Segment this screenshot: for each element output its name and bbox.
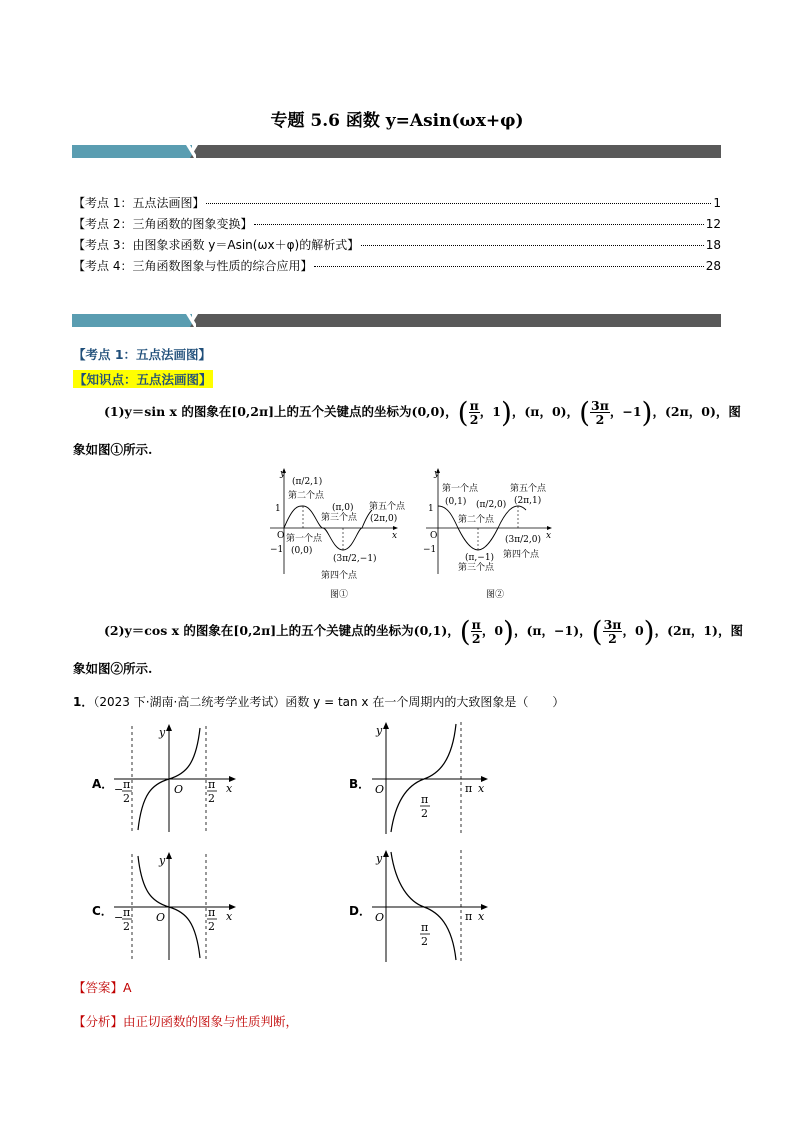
fig2-p5-coord: (2π,1) xyxy=(514,496,542,506)
svg-text:O: O xyxy=(156,911,166,924)
fig1-p1-coord: (0,0) xyxy=(291,546,313,556)
svg-text:2: 2 xyxy=(123,792,130,805)
svg-text:−: − xyxy=(114,783,124,796)
knowledge-point-label: 【知识点：五点法画图】 xyxy=(74,372,212,387)
toc-page: 18 xyxy=(705,238,721,252)
toc-entry[interactable] xyxy=(73,194,721,211)
svg-text:2: 2 xyxy=(208,792,215,805)
para1-p2tail: −1 xyxy=(622,404,642,419)
toc-page: 1 xyxy=(713,196,721,210)
section-divider-bar xyxy=(72,314,721,327)
svg-text:π: π xyxy=(465,910,473,923)
para2-mid: ，(π，−1)， xyxy=(513,623,592,638)
fig1-p3-coord: (π,0) xyxy=(332,503,354,513)
answer-label: 【答案】 xyxy=(73,980,124,995)
frac-num: π xyxy=(471,616,481,632)
toc-page: 12 xyxy=(705,217,721,231)
svg-text:−: − xyxy=(114,911,124,924)
fig1-caption: 图① xyxy=(330,590,349,600)
sin-cos-figures xyxy=(258,462,558,602)
frac-den: 2 xyxy=(595,412,605,427)
fig1-p4-label: 第四个点 xyxy=(321,571,358,581)
svg-text:π: π xyxy=(123,778,131,791)
option-c-label[interactable]: C． xyxy=(92,904,113,918)
toc-entry[interactable] xyxy=(73,215,721,232)
svg-text:2: 2 xyxy=(421,807,428,820)
toc-label: 【考点 4：三角函数图象与性质的综合应用】 xyxy=(73,259,313,273)
fig2-p1-label: 第一个点 xyxy=(442,484,479,494)
fig2-p3-label: 第三个点 xyxy=(458,563,495,573)
fig1-p4-coord: (3π/2,−1) xyxy=(333,554,377,564)
analysis-label: 【分析】 xyxy=(73,1014,124,1029)
svg-text:O: O xyxy=(430,531,438,541)
page-title: 专题 5.6 函数 y=Asin(ωx+φ) xyxy=(270,111,524,131)
para2-p1tail: 0 xyxy=(494,623,504,638)
fig2-p4-coord: (3π/2,0) xyxy=(505,535,542,545)
question-1 xyxy=(73,693,564,710)
para2-end: ，(2π，1)，图 xyxy=(654,623,743,638)
option-c-graph[interactable] xyxy=(112,850,242,962)
para1-mid: ，(π，0)， xyxy=(511,404,580,419)
svg-text:O: O xyxy=(375,911,385,924)
svg-text:1: 1 xyxy=(275,504,281,514)
svg-text:x: x xyxy=(226,782,233,795)
option-d-label[interactable]: D． xyxy=(349,904,371,918)
fig1-p2-label: 第二个点 xyxy=(288,491,325,501)
toc-page: 28 xyxy=(705,259,721,273)
svg-text:π: π xyxy=(421,793,429,806)
fig2-p5-label: 第五个点 xyxy=(510,484,547,494)
svg-text:O: O xyxy=(174,783,184,796)
toc-entry[interactable] xyxy=(73,236,721,253)
option-b-graph[interactable] xyxy=(368,718,494,836)
fig1-p5-label: 第五个点 xyxy=(369,502,406,512)
toc-label: 【考点 2：三角函数的图象变换】 xyxy=(73,217,253,231)
paragraph-cos: (2)y＝cos x 的图象在[0,2π]上的五个关键点的坐标为(0,1)，( $\frac{\pi}{2}$ ，0)，(π，−1)，( $\frac{3\pi}{2}$ ，0)，(2π，1)，图 xyxy=(104,615,743,648)
frac-den: 2 xyxy=(469,412,479,427)
para2-p2tail: 0 xyxy=(634,623,644,638)
svg-text:y: y xyxy=(376,852,383,865)
option-b-label[interactable]: B． xyxy=(349,777,371,791)
toc-label: 【考点 1：五点法画图】 xyxy=(73,196,205,210)
frac-num: 3π xyxy=(591,397,609,413)
fig1-p1-label: 第一个点 xyxy=(286,534,323,544)
frac-den: 2 xyxy=(608,631,617,646)
svg-text:y: y xyxy=(376,724,383,737)
svg-text:2: 2 xyxy=(421,935,428,948)
svg-text:O: O xyxy=(375,783,385,796)
header-divider-bar xyxy=(72,145,721,158)
svg-text:−1: −1 xyxy=(270,545,284,555)
para1-end: ，(2π，0)，图 xyxy=(652,404,741,419)
fig2-p2-label: 第二个点 xyxy=(458,515,495,525)
fig2-p3-coord: (π,−1) xyxy=(465,553,495,563)
svg-text:y: y xyxy=(434,469,440,479)
svg-text:y: y xyxy=(159,726,166,739)
fig1-p3-label: 第三个点 xyxy=(321,513,358,523)
fig1-p5-coord: (2π,0) xyxy=(370,514,398,524)
frac-num: 3π xyxy=(603,616,622,632)
svg-text:π: π xyxy=(123,906,131,919)
fig2-p2-coord: (π/2,0) xyxy=(476,500,507,510)
question-text: 函数 y = tan x 在一个周期内的大致图象是（ ） xyxy=(285,695,565,709)
svg-text:x: x xyxy=(478,910,485,923)
fig2-caption: 图② xyxy=(486,590,505,600)
svg-text:π: π xyxy=(421,921,429,934)
svg-text:1: 1 xyxy=(428,504,434,514)
svg-text:x: x xyxy=(392,531,398,541)
para1-lead: (1)y＝sin x 的图象在[0,2π]上的五个关键点的坐标为(0,0)， xyxy=(104,404,458,419)
answer xyxy=(73,978,132,996)
option-a-label[interactable]: A． xyxy=(92,777,114,791)
svg-text:−1: −1 xyxy=(423,545,437,555)
svg-text:π: π xyxy=(465,782,473,795)
para2-lead: (2)y＝cos x 的图象在[0,2π]上的五个关键点的坐标为(0,1)， xyxy=(104,623,460,638)
paragraph-sin: (1)y＝sin x 的图象在[0,2π]上的五个关键点的坐标为(0,0)，( $\frac{\pi}{2}$ ，1)，(π，0)，( $\frac{3\pi}{2}$ ，−1)，(2π，0)，图 xyxy=(104,396,741,429)
frac-den: 2 xyxy=(471,631,481,646)
fig2-p4-label: 第四个点 xyxy=(503,550,540,560)
fig1-p2-coord: (π/2,1) xyxy=(292,477,323,487)
section-heading: 【考点 1：五点法画图】 xyxy=(73,347,212,362)
svg-text:x: x xyxy=(546,531,552,541)
paragraph-cos-line2: 象如图②所示. xyxy=(73,661,153,676)
svg-text:y: y xyxy=(159,854,166,867)
para1-p1tail: 1 xyxy=(492,404,501,419)
option-d-graph[interactable] xyxy=(368,846,494,964)
fig2-p1-coord: (0,1) xyxy=(445,497,467,507)
analysis-text: 由正切函数的图象与性质判断， xyxy=(123,1014,299,1029)
svg-text:2: 2 xyxy=(208,920,215,933)
analysis xyxy=(73,1012,298,1030)
svg-text:π: π xyxy=(208,906,216,919)
answer-value: A xyxy=(123,980,132,995)
svg-text:π: π xyxy=(208,778,216,791)
svg-text:y: y xyxy=(280,469,286,479)
toc-label: 【考点 3：由图象求函数 y＝Asin(ωx＋φ)的解析式】 xyxy=(73,238,360,252)
svg-text:x: x xyxy=(478,782,485,795)
svg-text:x: x xyxy=(226,910,233,923)
option-a-graph[interactable] xyxy=(112,722,242,834)
frac-num: π xyxy=(469,397,479,413)
paragraph-sin-line2: 象如图①所示. xyxy=(73,442,153,457)
svg-text:2: 2 xyxy=(123,920,130,933)
question-number: 1． xyxy=(73,695,94,709)
toc-entry[interactable] xyxy=(73,257,721,274)
svg-text:O: O xyxy=(277,531,285,541)
question-source: （2023 下·湖南·高二统考学业考试） xyxy=(93,695,286,709)
